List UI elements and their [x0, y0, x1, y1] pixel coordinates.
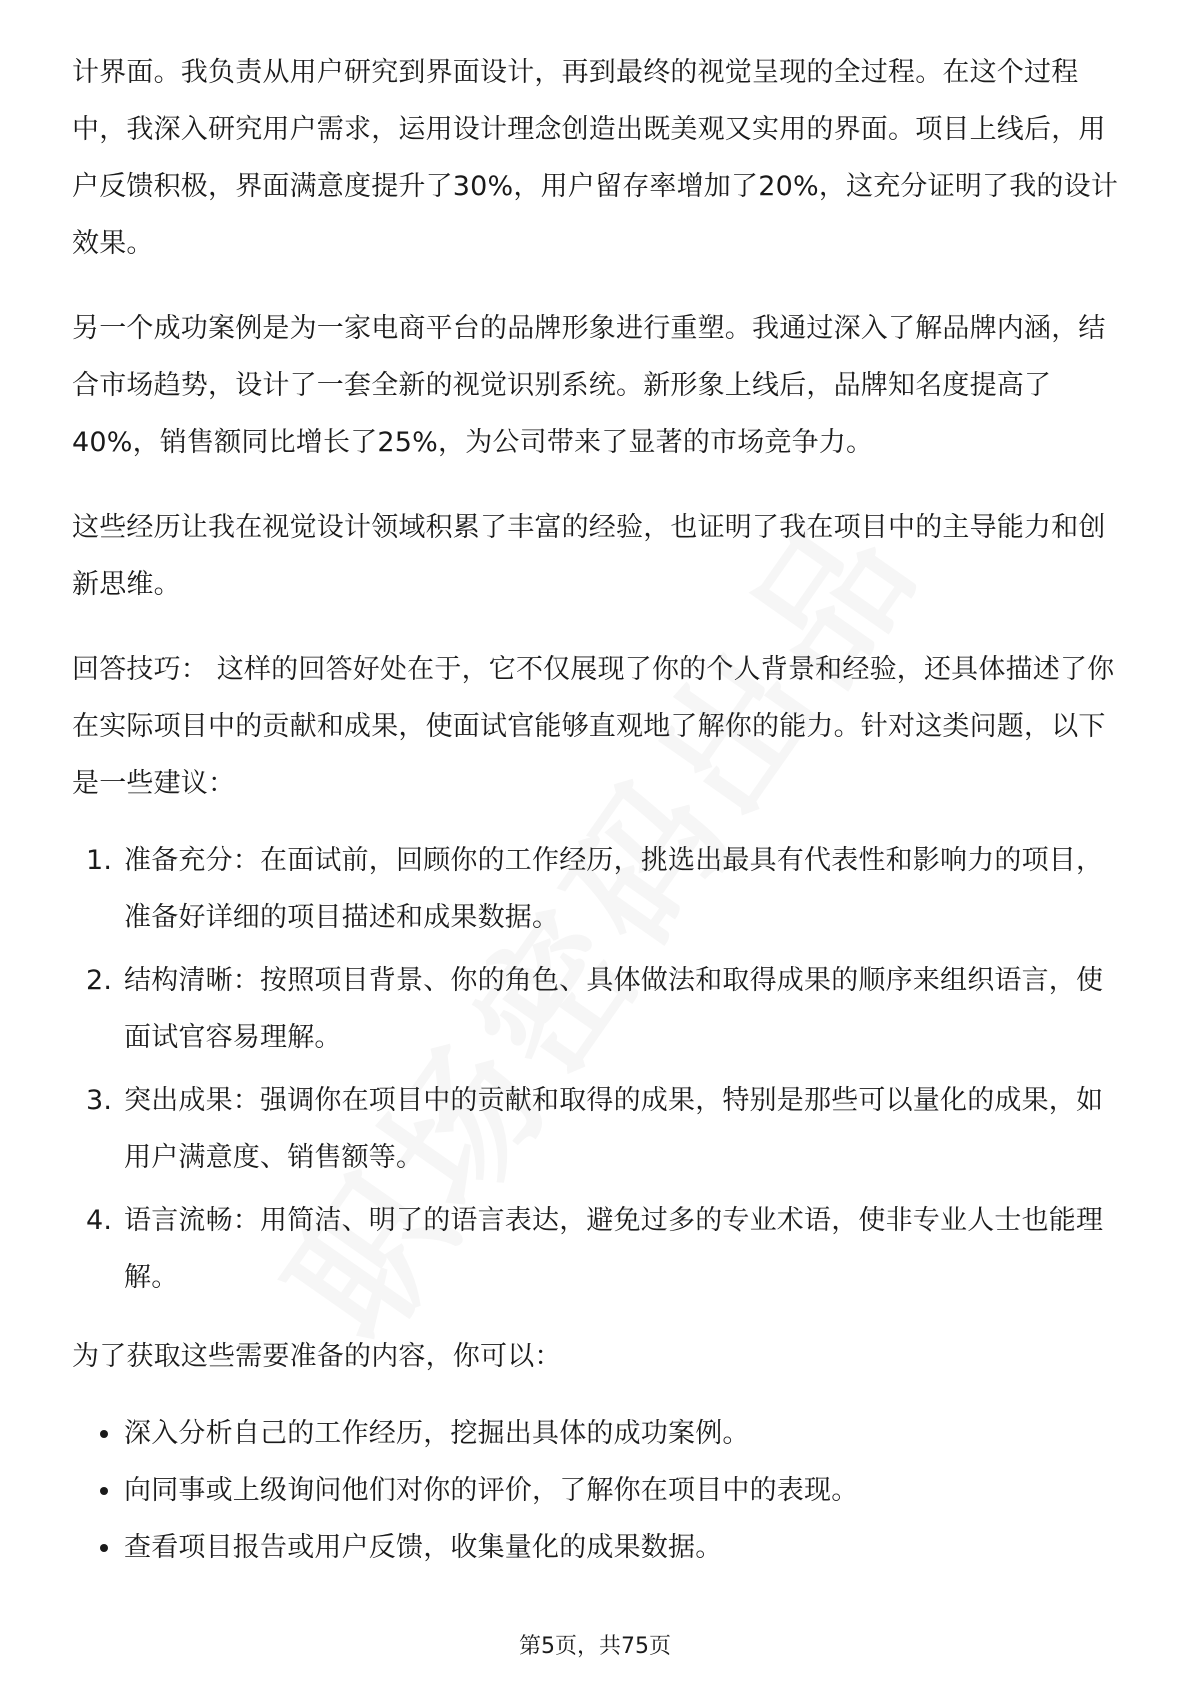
bullet-item [72, 1519, 1124, 1576]
paragraph: 另一个成功案例是为一家电商平台的品牌形象进行重塑。我通过深入了解品牌内涵，结合市场趋势，设计了一套全新的视觉识别系统。新形象上线后，品牌知名度提高了40%，销售额同比增长了25%，为公司带来了显著的市场竞争力。 [72, 313, 1106, 458]
paragraph: 这些经历让我在视觉设计领域积累了丰富的经验，也证明了我在项目中的主导能力和创新思维。 [72, 512, 1106, 600]
bullet-icon [100, 1430, 108, 1438]
list-number: 1. [86, 845, 113, 876]
bullet-item [72, 1405, 1124, 1462]
bullet-item [72, 1462, 1124, 1519]
list-number: 4. [86, 1205, 113, 1236]
list-number: 3. [86, 1085, 113, 1116]
paragraph: 计界面。我负责从用户研究到界面设计，再到最终的视觉呈现的全过程。在这个过程中，我深入研究用户需求，运用设计理念创造出既美观又实用的界面。项目上线后，用户反馈积极，界面满意度提升了30%，用户留存率增加了20%，这充分证明了我的设计效果。 [72, 57, 1119, 259]
answer-tips-paragraph: 回答技巧： 这样的回答好处在于，它不仅展现了你的个人背景和经验，还具体描述了你在实际项目中的贡献和成果，使面试官能够直观地了解你的能力。针对这类问题，以下是一些建议： [72, 654, 1115, 799]
list-item [72, 832, 1124, 946]
list-item [72, 1072, 1124, 1186]
list-item [72, 1192, 1124, 1306]
page-content [72, 44, 1124, 1576]
list-number: 2. [86, 965, 113, 996]
bullet-item-text: 向同事或上级询问他们对你的评价，了解你在项目中的表现。 [124, 1475, 859, 1506]
list-item-text: 准备充分：在面试前，回顾你的工作经历，挑选出最具有代表性和影响力的项目，准备好详细的项目描述和成果数据。 [124, 845, 1104, 933]
bullet-icon [100, 1487, 108, 1495]
bullet-item-text: 查看项目报告或用户反馈，收集量化的成果数据。 [124, 1532, 723, 1563]
page-footer: 第5页，共75页 [519, 1634, 671, 1659]
list-item-text: 语言流畅：用简洁、明了的语言表达，避免过多的专业术语，使非专业人士也能理解。 [124, 1205, 1104, 1293]
suggestions-list [72, 832, 1124, 1306]
bullet-item-text: 深入分析自己的工作经历，挖掘出具体的成功案例。 [124, 1418, 750, 1449]
bullet-list [72, 1405, 1124, 1576]
paragraph: 为了获取这些需要准备的内容，你可以： [72, 1341, 562, 1372]
list-item-text: 结构清晰：按照项目背景、你的角色、具体做法和取得成果的顺序来组织语言，使面试官容易理解。 [124, 965, 1104, 1053]
list-item-text: 突出成果：强调你在项目中的贡献和取得的成果，特别是那些可以量化的成果，如用户满意度、销售额等。 [124, 1085, 1104, 1173]
list-item [72, 952, 1124, 1066]
bullet-icon [100, 1544, 108, 1552]
